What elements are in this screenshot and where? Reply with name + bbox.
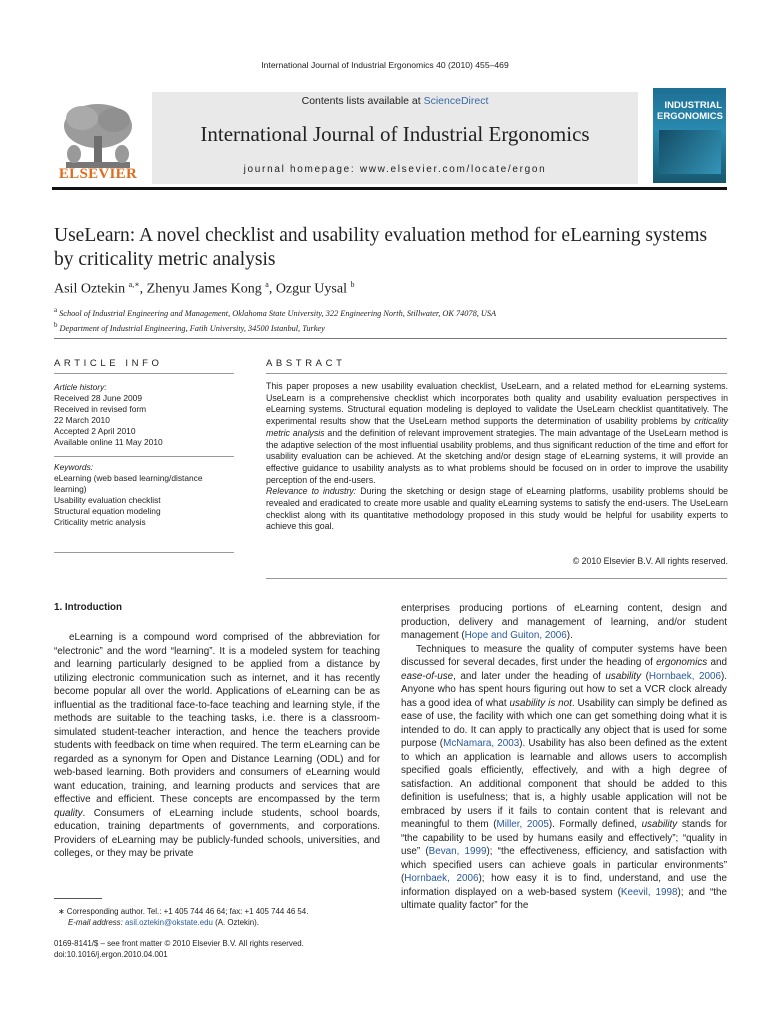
- abstract-text: This paper proposes a new usability evaluation checklist, UseLearn, and a related method for eLearning systems. UseLearn is a comprehensive checklist which incorporates both quality and usability evaluation perspectives in eLearning systems. Structural equation modeling is deployed to validate the UseLearn checklist quantitatively. The experimental results show that the UseLearn method supports the determination of usability problems by: [266, 381, 728, 427]
- body-text: ). Anyone who has spent hours figuring out how to set a VCR clock already has a good idea of what: [401, 670, 727, 709]
- body-text: enterprises producing portions of eLearning content, design and production, delivery and management of learning, and/or student management (: [401, 603, 727, 641]
- email-link[interactable]: asil.oztekin@okstate.edu: [125, 918, 213, 927]
- body-text: ).: [566, 630, 573, 641]
- body-paragraph: [401, 643, 727, 913]
- affiliation-text: Department of Industrial Engineering, Fatih University, 34500 Istanbul, Turkey: [59, 323, 325, 333]
- body-emphasis: quality: [54, 807, 83, 819]
- article-info: [54, 382, 234, 553]
- keyword: Criticality metric analysis: [54, 517, 146, 527]
- article-title: UseLearn: A novel checklist and usability evaluation method for eLearning systems by criticality metric analysis: [54, 225, 708, 270]
- body-emphasis: usability: [641, 819, 678, 830]
- front-matter: [54, 938, 304, 960]
- author-name[interactable]: Ozgur Uysal: [275, 281, 347, 297]
- citation-link[interactable]: Miller, 2005: [496, 819, 549, 830]
- abstract-rule: [266, 373, 727, 374]
- body-emphasis: usability: [605, 670, 642, 682]
- author-affil-marker[interactable]: a: [265, 280, 269, 289]
- affiliation-marker: a: [54, 307, 58, 314]
- doi-line[interactable]: doi:10.1016/j.ergon.2010.04.001: [54, 950, 168, 959]
- journal-homepage: [152, 164, 638, 175]
- cover-artwork: [659, 130, 721, 174]
- affiliation: [54, 320, 496, 335]
- affiliation-text: School of Industrial Engineering and Management, Oklahoma State University, 322 Engineering North, Stillwater, OK 74078, USA: [59, 308, 497, 318]
- abstract-emphasis: criticality metric analysis: [266, 416, 728, 438]
- corresponding-author-footnote: [58, 906, 378, 928]
- citation-link[interactable]: Hope and Guiton, 2006: [464, 630, 567, 641]
- history-label: Article history:: [54, 382, 107, 392]
- body-text: and: [707, 657, 727, 668]
- body-text: ); how easy it is to find, understand, and use the information displayed on a web-based system (: [401, 873, 727, 898]
- body-text: (: [641, 670, 649, 682]
- body-text: , and later under the heading of: [453, 670, 606, 682]
- history-item: Accepted 2 April 2010: [54, 426, 136, 436]
- author-affil-marker[interactable]: a,∗: [128, 280, 140, 289]
- journal-citation: International Journal of Industrial Ergonomics 40 (2010) 455–469: [261, 60, 509, 70]
- body-text: Techniques to measure the quality of computer systems have been discussed for several decades, first under the heading of: [401, 643, 727, 668]
- body-paragraph: [401, 602, 727, 643]
- contents-availability: [152, 95, 638, 107]
- homepage-prefix: journal homepage:: [243, 164, 360, 175]
- body-text: eLearning is a compound word comprised of the abbreviation for “electronic” and the word “learning”. It is a modeled system for teaching and learning particularly designed to be applied from a distance by utilizing electronic communication such as internet, and it has recently become popular all over the world. Applications of eLearning can be as influential as the traditional face-to-face teaching and learning style, if the methods are suitable to the teaching tasks, i.e. there is a classroom-simulated student-teacher interaction, and hence the teachers provide students with feedback on time when required. The term eLearning can be regarded as a synonym for Open and Distance Learning (ODL) and for web-based learning. Both providers and consumers of eLearning would want education, training, and learning products and services that are effective and efficient. These concepts are encompassed by the term: [54, 632, 380, 805]
- citation-link[interactable]: McNamara, 2003: [443, 738, 520, 749]
- homepage-link[interactable]: www.elsevier.com/locate/ergon: [359, 164, 547, 175]
- affiliation: [54, 305, 496, 320]
- cover-title-line1: INDUSTRIAL: [664, 100, 722, 111]
- body-text: ). Usability has also been defined as the extent to which an application is learnable and allows users to accomplish specified goals efficiently, effectively, and with a high degree of satisfaction. An additional component that should be added to this definition is usefulness; that is, a highly usable application will not be embraced by users if it fails to contain content that is relevant and meaningful to them (: [401, 738, 728, 830]
- author-affil-marker[interactable]: b: [350, 280, 355, 289]
- body-emphasis: usability is not: [509, 697, 572, 709]
- history-item: 22 March 2010: [54, 415, 110, 425]
- journal-masthead: [152, 92, 638, 184]
- author-name[interactable]: Zhenyu James Kong: [146, 281, 262, 297]
- body-text: stands for “the capability to be used by humans easily and effectively”; “quality in use” (: [401, 819, 728, 857]
- header-divider: [54, 338, 727, 339]
- affiliation-marker: b: [54, 321, 58, 329]
- contents-prefix: Contents lists available at: [301, 95, 424, 107]
- relevance-label: Relevance to industry:: [266, 486, 357, 497]
- abstract-copyright: © 2010 Elsevier B.V. All rights reserved.: [572, 556, 728, 566]
- cover-title-line2: ERGONOMICS: [657, 111, 723, 122]
- email-label: E-mail address:: [68, 918, 123, 927]
- footnote-contact: ∗ Corresponding author. Tel.: +1 405 744 46 64; fax: +1 405 744 46 54.: [58, 907, 309, 916]
- section-heading-introduction: 1. Introduction: [54, 602, 123, 613]
- abstract-text: and the definition of relevant improvement strategies. The main advantage of the UseLearn method is the adaptive selection of the most influential usability problems, and thus significant reduction of the time and effort for usability evaluation can be achieved. At the sketching and/or design stage of eLearning systems, it will provide an effective guidance to usability analysts as to what problems should be focused on in order to improve the usability perception of the end-users.: [266, 427, 728, 485]
- citation-link[interactable]: Keevil, 1998: [620, 886, 678, 898]
- keyword: eLearning (web based learning/distance: [54, 473, 203, 483]
- keyword: Usability evaluation checklist: [54, 495, 161, 505]
- keywords-label: Keywords:: [54, 462, 94, 472]
- body-column-right: [401, 602, 727, 913]
- citation-link[interactable]: Bevan, 1999: [428, 846, 487, 857]
- publisher-wordmark: ELSEVIER: [58, 166, 138, 182]
- body-emphasis: ergonomics: [656, 657, 708, 668]
- body-text: . Consumers of eLearning include students, school boards, education, training departments of governments, and corporations. Providers of eLearning may be publicly-funded schools, universities, and colleges, or they may be private: [54, 807, 380, 859]
- abstract-body: [266, 381, 728, 533]
- citation-link[interactable]: Hornbaek, 2006: [404, 873, 479, 884]
- journal-title: International Journal of Industrial Ergonomics: [200, 122, 590, 146]
- keywords-rule: [54, 456, 234, 457]
- author-list: Asil Oztekin $^{a,∗}$, Zhenyu James Kong $^a$, Ozgur Uysal $^b$: [54, 280, 355, 297]
- body-text: ); and “the ultimate quality factor” for the: [401, 886, 727, 911]
- keyword: learning): [54, 484, 87, 494]
- keyword: Structural equation modeling: [54, 506, 161, 516]
- body-text: ); “the effectiveness, efficiency, and satisfaction with which specified users can achieve goals in particular environments” (: [401, 846, 727, 884]
- body-column-left: [54, 602, 380, 861]
- history-item: Available online 11 May 2010: [54, 437, 163, 447]
- history-item: Received in revised form: [54, 404, 147, 414]
- affiliations: [54, 305, 496, 335]
- footnote-email-line: [58, 917, 378, 928]
- citation-link[interactable]: Hornbaek, 2006: [648, 670, 721, 682]
- body-paragraph: [54, 631, 380, 861]
- abstract-heading: ABSTRACT: [266, 358, 346, 369]
- email-suffix: (A. Oztekin).: [212, 918, 259, 927]
- body-text: . Usability can simply be defined as ease of use, the facility with which one can get something doing what it is intended to do. It can apply to practically any object that is used for some purpose (: [401, 697, 728, 749]
- article-info-heading: ARTICLE INFO: [54, 358, 163, 369]
- journal-cover-thumbnail: [653, 88, 726, 183]
- info-bottom-rule: [54, 552, 234, 553]
- body-text: ). Formally defined,: [548, 819, 642, 830]
- masthead-rule: [52, 187, 727, 190]
- author-name[interactable]: Asil Oztekin: [54, 281, 126, 297]
- history-item: Received 28 June 2009: [54, 393, 143, 403]
- sciencedirect-link[interactable]: ScienceDirect: [423, 95, 489, 107]
- article-info-rule: [54, 373, 234, 374]
- relevance-text: During the sketching or design stage of eLearning platforms, usability problems should be revealed and eradicated to create more usable and quality eLearning systems to satisfy the end-users. The UseLearn checklist along with its quantitative methodology proposed in this study would be helpful for usability experts to achieve this goal.: [266, 486, 728, 532]
- footnote-rule: [54, 898, 102, 899]
- abstract-bottom-rule: [266, 578, 727, 579]
- body-emphasis: ease-of-use: [401, 670, 454, 682]
- issn-line: 0169-8141/$ – see front matter © 2010 Elsevier B.V. All rights reserved.: [54, 939, 304, 948]
